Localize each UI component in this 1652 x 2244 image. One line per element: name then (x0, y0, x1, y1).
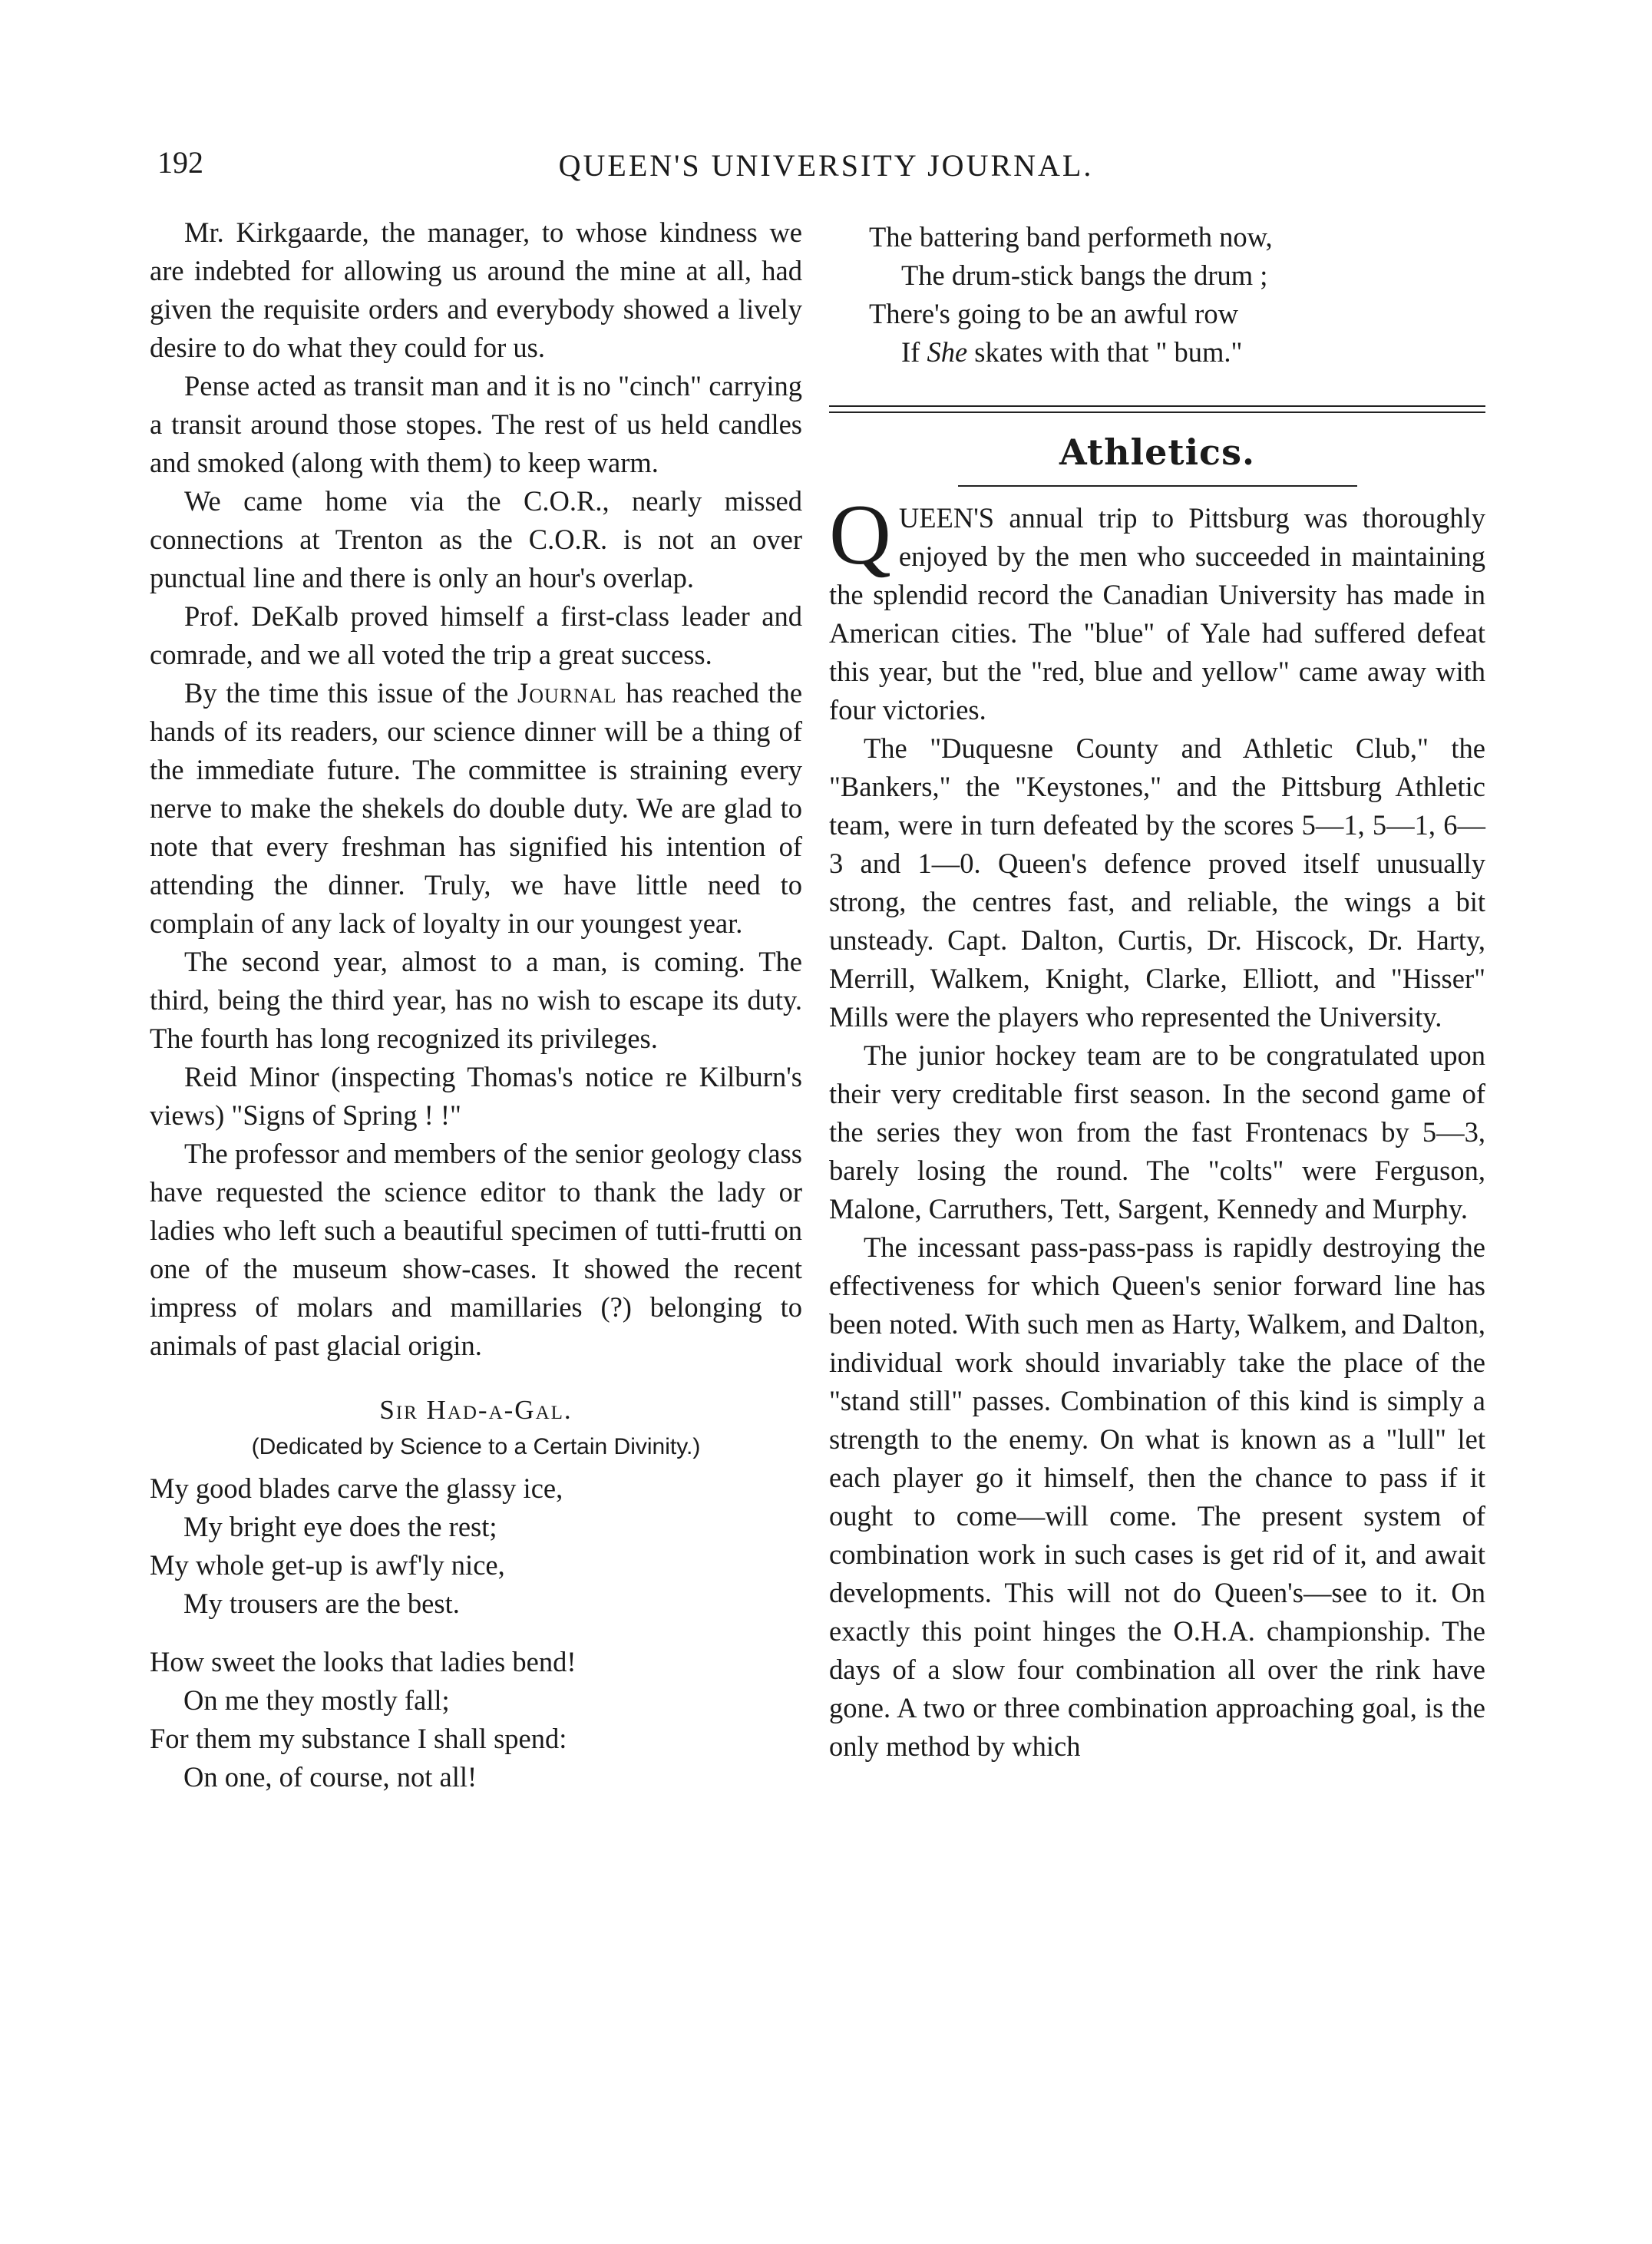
verse-line: My bright eye does the rest; (183, 1511, 497, 1542)
section-heading: Athletics. (1059, 431, 1255, 473)
paragraph: We came home via the C.O.R., nearly missed connections at Trenton as the C.O.R. is not an over punctual line and there is only an hour's overlap. (150, 485, 802, 593)
journal-name: Journal (517, 677, 617, 709)
poem-stanza (150, 1643, 802, 1796)
paragraph: The "Duquesne County and Athletic Club," the "Bankers," the "Keystones," and the Pittsburg Athletic team, were in turn defeated by the scores 5—1, 5—1, 6—3 and 1—0. Queen's defence proved itself unusually strong, the centres fast, and reliable, the wings a bit unsteady. Capt. Dalton, Curtis, Dr. Hiscock, Dr. Harty, Merrill, Walkem, Knight, Clarke, Elliott, and "Hisser" Mills were the players who represented the University. (829, 732, 1485, 1033)
verse-line: On me they mostly fall; (183, 1684, 450, 1716)
text-run: skates with that " bum." (974, 336, 1243, 368)
text-run: has reached the hands of its readers, our science dinner will be a thing of the immediate future. The committee is straining every nerve to make the shekels do double duty. We are glad to note that every freshman has signified his intention of attending the dinner. Truly, we have little need to complain of any lack of loyalty in our youngest year. (150, 677, 803, 939)
paragraph (829, 487, 1485, 729)
paragraph: Pense acted as transit man and it is no "cinch" carrying a transit around those stopes. The rest of us held candles and smoked (along with them) to keep warm. (150, 370, 802, 478)
text-run: UEEN'S annual trip to Pittsburg was thoroughly enjoyed by the men who succeeded in maintaining the splendid record the Canadian University has made in American cities. The "blue" of Yale had suffered defeat this year, but the "red, blue and yellow" came away with four victories. (829, 502, 1485, 725)
poem-stanza (150, 1469, 802, 1623)
heading-rule (958, 485, 1357, 487)
drop-cap: Q (829, 487, 891, 583)
verse-line: On one, of course, not all! (183, 1761, 477, 1793)
paragraph (150, 674, 802, 943)
left-column (150, 213, 802, 1796)
text-run: If (901, 336, 920, 368)
paragraph: Reid Minor (inspecting Thomas's notice re Kilburn's views) "Signs of Spring ! !" (150, 1061, 802, 1131)
verse-line: For them my substance I shall spend: (150, 1723, 567, 1754)
verse-line: The drum-stick bangs the drum ; (901, 259, 1268, 291)
paragraph: The professor and members of the senior geology class have requested the science editor to thank the lady or ladies who left such a beautiful specimen of tutti-frutti on one of the museum show-cases. It showed the recent impress of molars and mamillaries (?) belonging to animals of past glacial origin. (150, 1138, 802, 1361)
paragraph: The junior hockey team are to be congratulated upon their very creditable first season. In the second game of the series they won from the fast Frontenacs by 5—3, barely losing the round. The "colts" were Ferguson, Malone, Carruthers, Tett, Sargent, Kennedy and Murphy. (829, 1039, 1485, 1224)
verse-line (829, 333, 1485, 372)
section-divider (829, 405, 1485, 413)
italic-word: She (927, 336, 968, 368)
verse-line: My trousers are the best. (183, 1588, 460, 1619)
right-column (829, 213, 1485, 1766)
verse-line: My good blades carve the glassy ice, (150, 1472, 563, 1504)
poem-dedication: (Dedicated by Science to a Certain Divinity.) (251, 1434, 701, 1459)
page-number: 192 (157, 145, 203, 180)
running-title: QUEEN'S UNIVERSITY JOURNAL. (558, 148, 1094, 183)
verse-line: How sweet the looks that ladies bend! (150, 1646, 577, 1677)
paragraph: The second year, almost to a man, is coming. The third, being the third year, has no wish to escape its duty. The fourth has long recognized its privileges. (150, 946, 802, 1054)
text-run: By the time this issue of the (184, 677, 509, 709)
paragraph: Mr. Kirkgaarde, the manager, to whose kindness we are indebted for allowing us around the mine at all, had given the requisite orders and everybody showed a lively desire to do what they could for us. (150, 216, 802, 363)
paragraph: Prof. DeKalb proved himself a first-class leader and comrade, and we all voted the trip a great success. (150, 600, 802, 670)
verse-line: My whole get-up is awf'ly nice, (150, 1549, 505, 1581)
verse-line: There's going to be an awful row (869, 298, 1238, 329)
poem-stanza (829, 218, 1485, 372)
poem-title: Sir Had-a-Gal. (379, 1395, 573, 1425)
paragraph: The incessant pass-pass-pass is rapidly destroying the effectiveness for which Queen's senior forward line has been noted. With such men as Harty, Walkem, and Dalton, individual work should invariably take the place of the "stand still" passes. Combination of this kind is simply a strength to the enemy. On what is known as a "lull" let each player go it himself, then the chance to pass if it ought to come—will come. The present system of combination work in such cases is get rid of it, and await developments. This will not do Queen's—see to it. On exactly this point hinges the O.H.A. championship. The days of a slow four combination all over the rink have gone. A two or three combination approaching goal, is the only method by which (829, 1231, 1485, 1762)
verse-line: The battering band performeth now, (869, 221, 1273, 253)
